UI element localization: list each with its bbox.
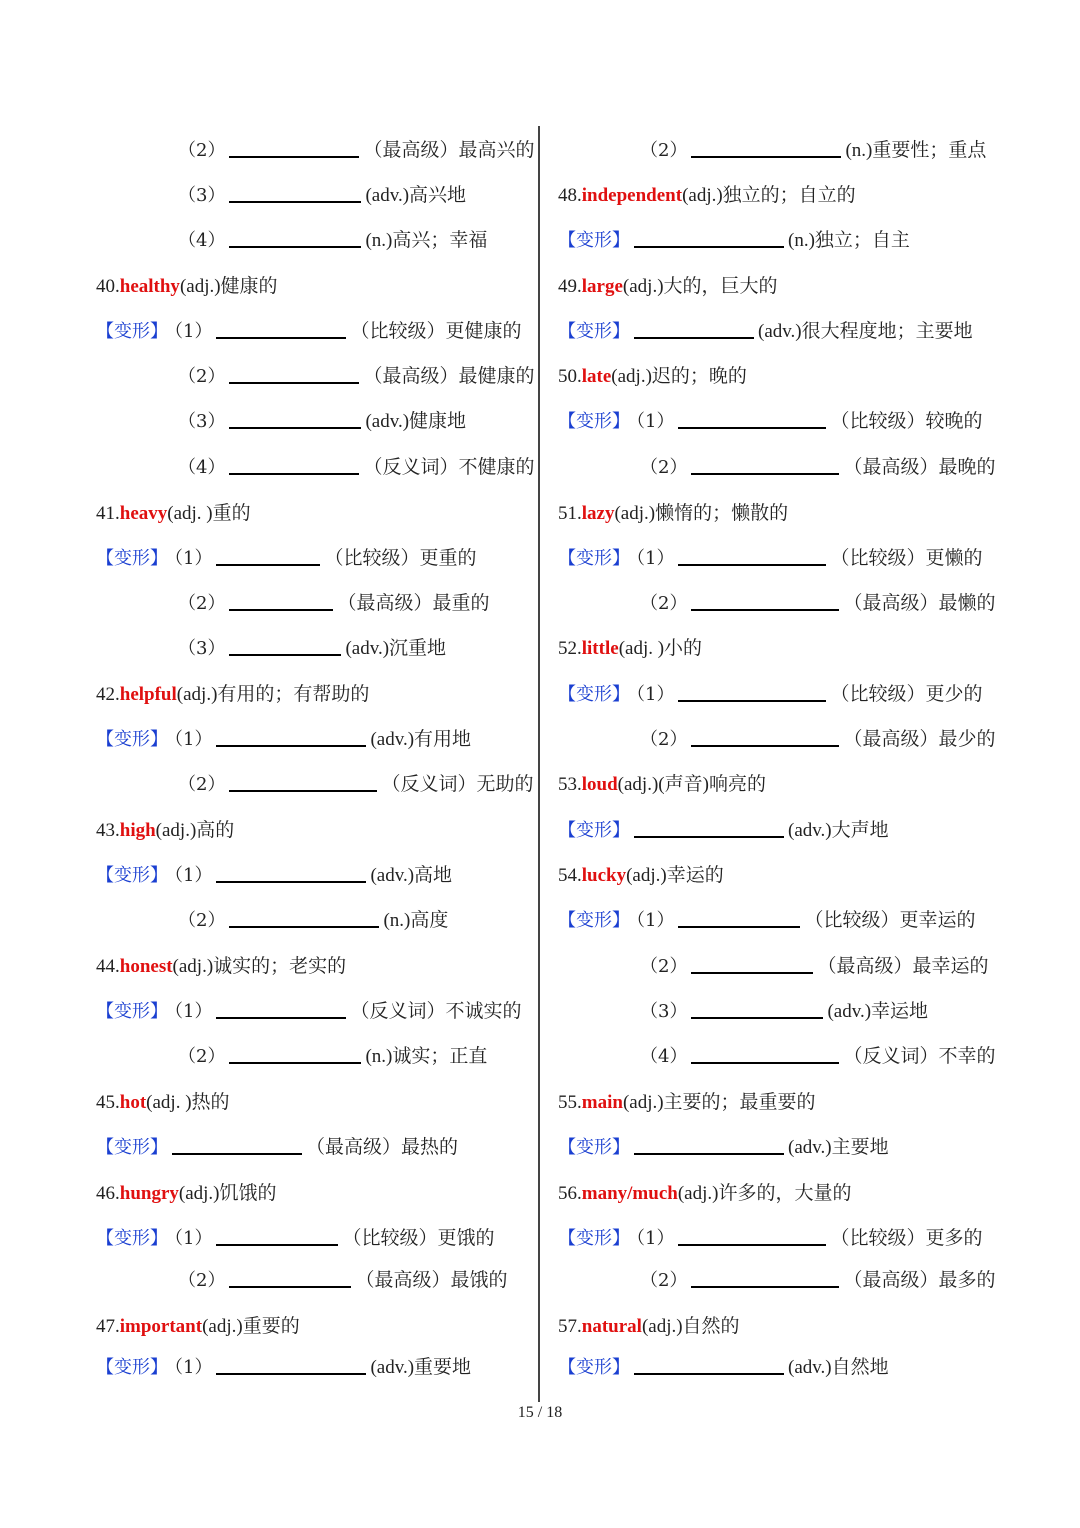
- form-line: [96, 997, 521, 1027]
- form-index: （1）: [174, 729, 213, 750]
- form-description: (adv.)幸运地: [827, 1001, 929, 1022]
- form-line: [640, 453, 995, 483]
- form-line: [640, 1042, 995, 1072]
- entry-gloss: (adj.)幸运的: [626, 865, 724, 886]
- form-line: [178, 1266, 507, 1296]
- headword: heavy: [119, 503, 168, 524]
- form-description: (adv.)高地: [370, 865, 453, 886]
- answer-blank[interactable]: [229, 908, 379, 928]
- entry-number: 47.: [96, 1316, 120, 1337]
- form-description: (adv.)有用地: [370, 729, 472, 750]
- form-description: (n.)独立；自主: [788, 230, 910, 251]
- form-line: [178, 181, 466, 211]
- entry-gloss: (adj.)自然的: [641, 1316, 740, 1337]
- form-description: （比较级）更健康的: [350, 321, 522, 342]
- form-description: （比较级）更懒的: [830, 548, 983, 569]
- form-line: [178, 634, 446, 664]
- form-index: （2）: [178, 910, 226, 931]
- form-line: [558, 317, 973, 347]
- answer-blank[interactable]: [216, 1355, 366, 1375]
- form-description: （比较级）更饿的: [342, 1228, 495, 1249]
- entry-gloss: (adj.)高的: [155, 820, 235, 841]
- form-index: （1）: [636, 548, 675, 569]
- form-index: （1）: [174, 321, 213, 342]
- answer-blank[interactable]: [172, 1135, 302, 1155]
- form-index: （2）: [640, 1270, 688, 1291]
- form-line: [96, 1353, 471, 1383]
- entry-number: 44.: [96, 956, 120, 977]
- answer-blank[interactable]: [691, 1044, 839, 1064]
- answer-blank[interactable]: [678, 1226, 826, 1246]
- entry-gloss: (adj. )热的: [146, 1092, 230, 1113]
- entry-number: 43.: [96, 820, 120, 841]
- entry-gloss: (adj.)(声音)响亮的: [617, 774, 766, 795]
- form-index: （1）: [636, 910, 675, 931]
- form-index: （3）: [178, 185, 226, 206]
- answer-blank[interactable]: [691, 138, 841, 158]
- form-index: （2）: [640, 457, 688, 478]
- answer-blank[interactable]: [691, 1268, 839, 1288]
- form-index: （4）: [178, 457, 226, 478]
- form-line: [96, 725, 471, 755]
- entry-gloss: (adj.)迟的；晚的: [611, 366, 747, 387]
- entry-heading: [96, 272, 278, 302]
- form-description: (adv.)重要地: [370, 1357, 472, 1378]
- variant-tag: 【变形】: [558, 910, 630, 931]
- entry-heading: [558, 272, 778, 302]
- form-description: (adv.)沉重地: [345, 638, 447, 659]
- form-description: (adv.)主要地: [788, 1137, 889, 1158]
- answer-blank[interactable]: [691, 727, 839, 747]
- entry-gloss: (adj. )小的: [618, 638, 703, 659]
- entry-heading: [96, 1312, 300, 1342]
- form-line: [96, 544, 476, 574]
- answer-blank[interactable]: [634, 818, 784, 838]
- entry-number: 48.: [558, 185, 582, 206]
- form-index: （2）: [640, 593, 688, 614]
- entry-heading: [558, 770, 766, 800]
- variant-tag: 【变形】: [558, 548, 630, 569]
- entry-number: 46.: [96, 1183, 120, 1204]
- entry-number: 55.: [558, 1092, 582, 1113]
- variant-tag: 【变形】: [558, 1228, 630, 1249]
- answer-blank[interactable]: [678, 546, 826, 566]
- headword: little: [581, 638, 619, 659]
- headword: late: [581, 366, 612, 387]
- form-line: [96, 861, 452, 891]
- headword: high: [119, 820, 156, 841]
- answer-blank[interactable]: [229, 636, 341, 656]
- form-description: (adv.)健康地: [365, 411, 467, 432]
- entry-heading: [558, 362, 747, 392]
- entry-number: 41.: [96, 503, 120, 524]
- entry-heading: [558, 634, 702, 664]
- headword: large: [581, 276, 623, 297]
- variant-tag: 【变形】: [96, 1228, 168, 1249]
- form-line: [640, 589, 995, 619]
- form-line: [640, 952, 988, 982]
- form-line: [640, 997, 928, 1027]
- variant-tag: 【变形】: [96, 1357, 168, 1378]
- form-description: （比较级）更幸运的: [804, 910, 976, 931]
- form-description: （反义词）不幸的: [843, 1046, 996, 1067]
- entry-number: 57.: [558, 1316, 582, 1337]
- entry-number: 45.: [96, 1092, 120, 1113]
- form-description: （最高级）最幸运的: [817, 956, 989, 977]
- entry-heading: [96, 499, 251, 529]
- variant-tag: 【变形】: [96, 1001, 168, 1022]
- form-index: （1）: [636, 684, 675, 705]
- answer-blank[interactable]: [216, 319, 346, 339]
- answer-blank[interactable]: [634, 319, 754, 339]
- form-description: (n.)高度: [383, 910, 449, 931]
- form-index: （2）: [640, 729, 688, 750]
- form-line: [558, 544, 982, 574]
- form-line: [558, 1224, 982, 1254]
- form-line: [558, 226, 910, 256]
- headword: hungry: [119, 1183, 179, 1204]
- headword: hot: [119, 1092, 147, 1113]
- entry-gloss: (adj.)主要的；最重要的: [622, 1092, 816, 1113]
- headword: lazy: [581, 503, 615, 524]
- form-index: （1）: [174, 1228, 213, 1249]
- entry-heading: [558, 1088, 816, 1118]
- form-line: [96, 1133, 458, 1163]
- answer-blank[interactable]: [229, 409, 361, 429]
- answer-blank[interactable]: [229, 364, 359, 384]
- variant-tag: 【变形】: [558, 411, 630, 432]
- headword: healthy: [119, 276, 180, 297]
- form-index: （1）: [174, 1357, 213, 1378]
- answer-blank[interactable]: [216, 863, 366, 883]
- form-description: (adv.)很大程度地；主要地: [758, 321, 973, 342]
- answer-blank[interactable]: [691, 999, 823, 1019]
- entry-gloss: (adj.)许多的，大量的: [677, 1183, 852, 1204]
- entry-number: 42.: [96, 684, 120, 705]
- headword: main: [581, 1092, 623, 1113]
- headword: helpful: [119, 684, 177, 705]
- variant-tag: 【变形】: [96, 865, 168, 886]
- answer-blank[interactable]: [678, 409, 826, 429]
- form-index: （2）: [178, 1270, 226, 1291]
- headword: lucky: [581, 865, 627, 886]
- form-line: [178, 906, 448, 936]
- form-index: （3）: [178, 638, 226, 659]
- variant-tag: 【变形】: [558, 1137, 630, 1158]
- variant-tag: 【变形】: [558, 684, 630, 705]
- answer-blank[interactable]: [229, 1268, 351, 1288]
- form-line: [178, 226, 487, 256]
- entry-heading: [558, 499, 788, 529]
- answer-blank[interactable]: [216, 999, 346, 1019]
- form-description: （比较级）更多的: [830, 1228, 983, 1249]
- form-description: （比较级）更少的: [830, 684, 983, 705]
- form-line: [640, 1266, 995, 1296]
- answer-blank[interactable]: [634, 1135, 784, 1155]
- entry-heading: [96, 680, 369, 710]
- form-line: [558, 1353, 889, 1383]
- entry-number: 56.: [558, 1183, 582, 1204]
- entry-number: 53.: [558, 774, 582, 795]
- form-index: （4）: [178, 230, 226, 251]
- entry-number: 52.: [558, 638, 582, 659]
- variant-tag: 【变形】: [558, 321, 630, 342]
- form-description: (adv.)大声地: [788, 820, 889, 841]
- form-index: （2）: [178, 1046, 226, 1067]
- answer-blank[interactable]: [691, 455, 839, 475]
- entry-heading: [558, 1312, 740, 1342]
- column-divider: [538, 126, 540, 1402]
- form-description: （最高级）最晚的: [843, 457, 996, 478]
- form-description: （最高级）最少的: [843, 729, 996, 750]
- entry-heading: [558, 1179, 851, 1209]
- form-line: [96, 317, 521, 347]
- answer-blank[interactable]: [634, 228, 784, 248]
- entry-gloss: (adj. )重的: [167, 503, 251, 524]
- entry-gloss: (adj.)有用的；有帮助的: [176, 684, 370, 705]
- answer-blank[interactable]: [229, 183, 361, 203]
- entry-number: 40.: [96, 276, 120, 297]
- form-index: （2）: [640, 140, 688, 161]
- form-description: （最高级）最热的: [306, 1137, 459, 1158]
- answer-blank[interactable]: [229, 772, 377, 792]
- form-line: [178, 453, 534, 483]
- entry-gloss: (adj.)懒惰的；懒散的: [614, 503, 789, 524]
- entry-gloss: (adj.)重要的: [202, 1316, 300, 1337]
- form-line: [558, 407, 982, 437]
- form-line: [178, 407, 466, 437]
- answer-blank[interactable]: [634, 1355, 784, 1375]
- form-line: [96, 1224, 494, 1254]
- form-line: [558, 816, 889, 846]
- form-line: [178, 770, 533, 800]
- form-index: （3）: [640, 1001, 688, 1022]
- form-index: （1）: [636, 1228, 675, 1249]
- form-index: （2）: [640, 956, 688, 977]
- entry-number: 50.: [558, 366, 582, 387]
- form-description: （最高级）最重的: [337, 593, 490, 614]
- entry-heading: [96, 1088, 230, 1118]
- form-line: [558, 680, 982, 710]
- form-description: (adv.)自然地: [788, 1357, 889, 1378]
- entry-number: 54.: [558, 865, 582, 886]
- entry-gloss: (adj.)大的，巨大的: [622, 276, 778, 297]
- form-index: （2）: [178, 774, 226, 795]
- entry-heading: [96, 1179, 277, 1209]
- answer-blank[interactable]: [229, 138, 359, 158]
- headword: independent: [581, 185, 683, 206]
- variant-tag: 【变形】: [558, 820, 630, 841]
- form-description: (n.)诚实；正直: [365, 1046, 488, 1067]
- form-description: (adv.)高兴地: [365, 185, 467, 206]
- answer-blank[interactable]: [678, 682, 826, 702]
- form-line: [178, 362, 534, 392]
- variant-tag: 【变形】: [96, 729, 168, 750]
- answer-blank[interactable]: [691, 954, 813, 974]
- form-description: （比较级）较晚的: [830, 411, 983, 432]
- answer-blank[interactable]: [229, 591, 333, 611]
- form-line: [178, 136, 534, 166]
- headword: important: [119, 1316, 203, 1337]
- answer-blank[interactable]: [691, 591, 839, 611]
- page-number: 15 / 18: [517, 1404, 563, 1421]
- form-description: （反义词）不诚实的: [350, 1001, 522, 1022]
- answer-blank[interactable]: [216, 727, 366, 747]
- form-index: （1）: [174, 865, 213, 886]
- headword: honest: [119, 956, 173, 977]
- headword: loud: [581, 774, 618, 795]
- headword: many/much: [581, 1183, 678, 1204]
- answer-blank[interactable]: [678, 908, 800, 928]
- variant-tag: 【变形】: [96, 548, 168, 569]
- form-index: （1）: [174, 1001, 213, 1022]
- answer-blank[interactable]: [229, 455, 359, 475]
- variant-tag: 【变形】: [96, 321, 168, 342]
- headword: natural: [581, 1316, 642, 1337]
- form-index: （1）: [174, 548, 213, 569]
- form-description: （反义词）无助的: [381, 774, 534, 795]
- entry-gloss: (adj.)诚实的；老实的: [172, 956, 347, 977]
- entry-heading: [96, 952, 346, 982]
- entry-number: 49.: [558, 276, 582, 297]
- form-description: （最高级）最高兴的: [363, 140, 535, 161]
- form-index: （2）: [178, 593, 226, 614]
- answer-blank[interactable]: [216, 1226, 338, 1246]
- entry-heading: [96, 816, 234, 846]
- answer-blank[interactable]: [229, 228, 361, 248]
- form-line: [640, 725, 995, 755]
- form-description: (n.)高兴；幸福: [365, 230, 488, 251]
- entry-gloss: (adj.)健康的: [179, 276, 278, 297]
- entry-gloss: (adj.)独立的；自立的: [682, 185, 856, 206]
- form-index: （2）: [178, 140, 226, 161]
- answer-blank[interactable]: [216, 546, 320, 566]
- form-line: [558, 906, 975, 936]
- variant-tag: 【变形】: [558, 230, 630, 251]
- form-description: (n.)重要性；重点: [845, 140, 987, 161]
- form-line: [558, 1133, 889, 1163]
- form-index: （3）: [178, 411, 226, 432]
- entry-number: 51.: [558, 503, 582, 524]
- variant-tag: 【变形】: [96, 1137, 168, 1158]
- form-description: （最高级）最健康的: [363, 366, 535, 387]
- form-description: （比较级）更重的: [324, 548, 477, 569]
- form-index: （4）: [640, 1046, 688, 1067]
- form-line: [178, 589, 489, 619]
- form-line: [640, 136, 986, 166]
- entry-heading: [558, 861, 724, 891]
- form-description: （最高级）最懒的: [843, 593, 996, 614]
- answer-blank[interactable]: [229, 1044, 361, 1064]
- form-index: （2）: [178, 366, 226, 387]
- form-description: （最高级）最饿的: [355, 1270, 508, 1291]
- form-index: （1）: [636, 411, 675, 432]
- form-line: [178, 1042, 487, 1072]
- form-description: （最高级）最多的: [843, 1270, 996, 1291]
- form-description: （反义词）不健康的: [363, 457, 535, 478]
- entry-heading: [558, 181, 856, 211]
- entry-gloss: (adj.)饥饿的: [178, 1183, 277, 1204]
- variant-tag: 【变形】: [558, 1357, 630, 1378]
